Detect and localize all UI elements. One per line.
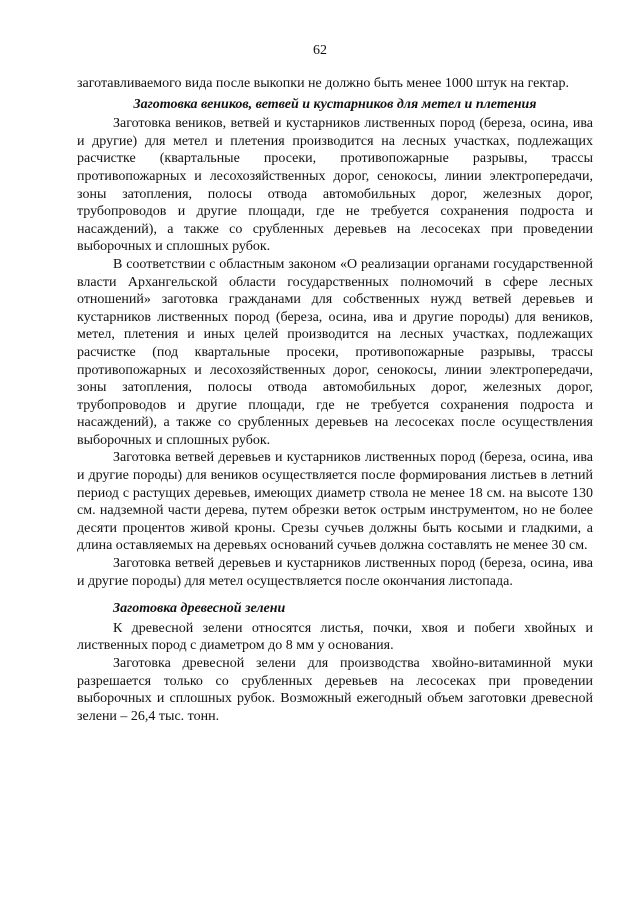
paragraph: В соответствии с областным законом «О реализации органами государственной власти Архангельской области государственных полномочий в сфере лесных отношений» заготовка гражданами для собственных нужд ветвей деревьев и кустарников лиственных пород (береза, осина, ива и другие породы) для веников, метел, плетения и иных целей производится на лесных участках, подлежащих расчистке (под квартальные просеки, противопожарные разрывы, трассы противопожарных и лесохозяйственных дорог, сенокосы, линии электропередачи, зоны затопления, полосы отвода автомобильных дорог, железных дорог, трубопроводов и другие площади, где не требуется сохранения подроста и насаждений), а также со срубленных деревьев на лесосеках после осуществления выборочных и сплошных рубок. xyxy=(77,256,593,448)
continuation-paragraph: заготавливаемого вида после выкопки не должно быть менее 1000 штук на гектар. xyxy=(77,76,569,91)
paragraph: К древесной зелени относятся листья, почки, хвоя и побеги хвойных и лиственных пород с диаметром до 8 мм у основания. xyxy=(77,620,593,654)
paragraph: Заготовка веников, ветвей и кустарников лиственных пород (береза, осина, ива и другие) для метел и плетения производится на лесных участках, подлежащих расчистке (квартальные просеки, противопожарные разрывы, трассы противопожарных и лесохозяйственных дорог, сенокосы, линии электропередачи, зоны затопления, полосы отвода автомобильных дорог, железных дорог, трубопроводов и другие площади, где не требуется сохранения подроста и насаждений), а также со срубленных деревьев на лесосеках при проведении выборочных и сплошных рубок. xyxy=(77,116,593,255)
paragraph: Заготовка ветвей деревьев и кустарников лиственных пород (береза, осина, ива и другие породы) для метел осуществляется после окончания листопада. xyxy=(77,556,593,589)
section-heading-greenery: Заготовка древесной зелени xyxy=(113,601,286,617)
section-heading-brooms: Заготовка веников, ветвей и кустарников для метел и плетения xyxy=(133,96,537,112)
paragraph: Заготовка древесной зелени для производства хвойно-витаминной муки разрешается только со срубленных деревьев на лесосеках при проведении выборочных и сплошных рубок. Возможный ежегодный объем заготовки древесной зелени – 26,4 тыс. тонн. xyxy=(77,656,593,724)
paragraph: Заготовка ветвей деревьев и кустарников лиственных пород (береза, осина, ива и другие породы) для веников осуществляется после формирования листьев в летний период с растущих деревьев, имеющих диаметр ствола не менее 18 см. на высоте 130 см. надземной части дерева, путем обрезки веток острым инструментом, но не более десяти процентов живой кроны. Срезы сучьев должны быть косыми и гладкими, а длина оставляемых на деревьях оснований сучьев должна составлять не менее 30 см. xyxy=(77,450,593,554)
page-number: 62 xyxy=(313,43,327,58)
page-content xyxy=(77,75,593,725)
